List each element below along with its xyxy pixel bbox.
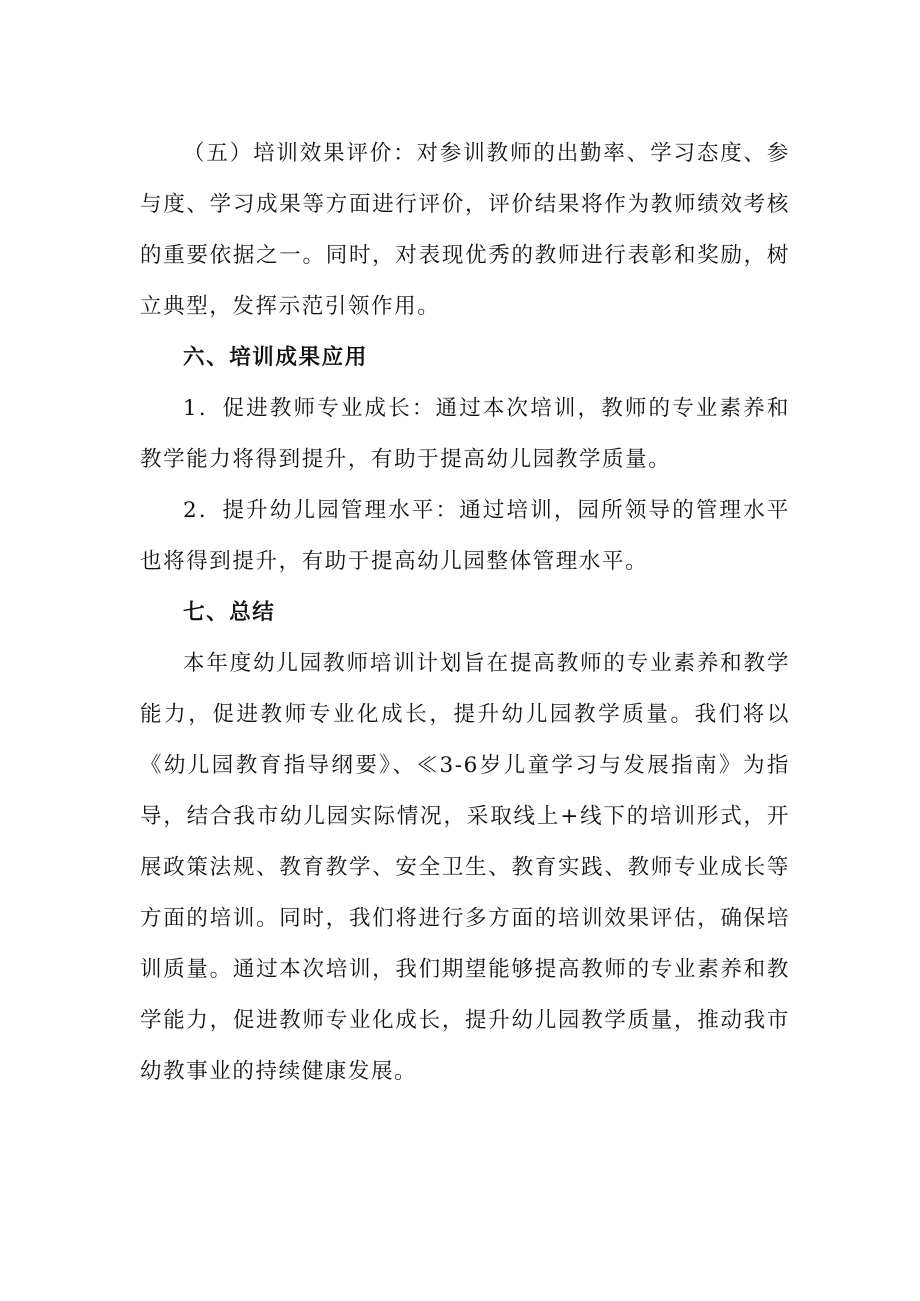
paragraph-summary: 本年度幼儿园教师培训计划旨在提高教师的专业素养和教学能力，促进教师专业化成长，提升幼儿园教学质量。我们将以《幼儿园教育指导纲要》、≪3-6岁儿童学习与发展指南》为指导，结合我市幼儿园实际情况，采取线上+线下的培训形式，开展政策法规、教育教学、安全卫生、教育实践、教师专业成长等方面的培训。同时，我们将进行多方面的培训效果评估，确保培训质量。通过本次培训，我们期望能够提高教师的专业素养和教学能力，促进教师专业化成长，提升幼儿园教学质量，推动我市幼教事业的持续健康发展。 (140, 651, 790, 1084)
heading-training-outcome-application: 六、培训成果应用 (183, 345, 368, 370)
paragraph-training-evaluation: （五）培训效果评价：对参训教师的出勤率、学习态度、参与度、学习成果等方面进行评价，评价结果将作为教师绩效考核的重要依据之一。同时，对表现优秀的教师进行表彰和奖励，树立典型，发挥示范引领作用。 (140, 141, 790, 319)
paragraph-item-1: 1．促进教师专业成长：通过本次培训，教师的专业素养和教学能力将得到提升，有助于提高幼儿园教学质量。 (140, 396, 790, 472)
heading-summary: 七、总结 (183, 600, 276, 625)
document-body (140, 128, 790, 1097)
paragraph-item-2: 2．提升幼儿园管理水平：通过培训，园所领导的管理水平也将得到提升，有助于提高幼儿园整体管理水平。 (140, 498, 790, 574)
